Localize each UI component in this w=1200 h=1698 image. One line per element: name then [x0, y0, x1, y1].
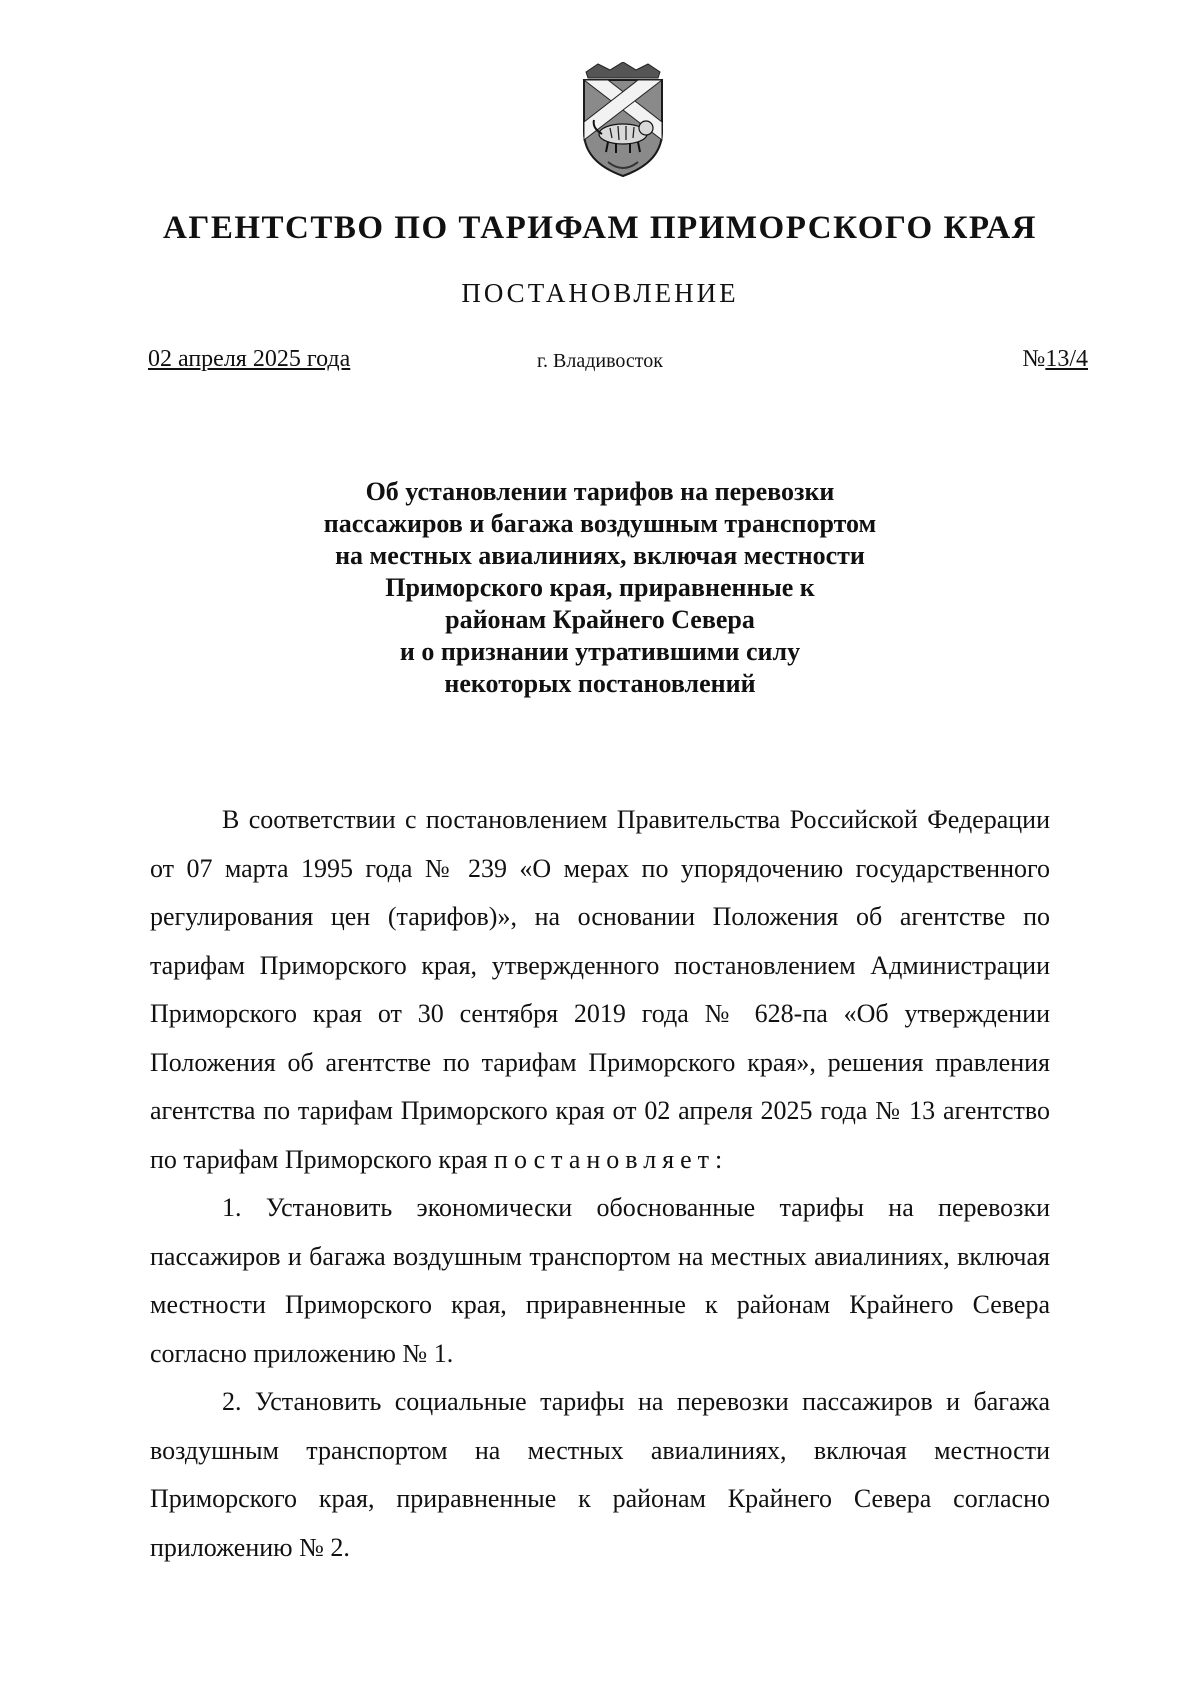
- heading-line: Приморского края, приравненные к: [385, 573, 815, 602]
- preamble-paragraph: [150, 796, 1050, 1184]
- heading-line: на местных авиалиниях, включая местности: [335, 541, 865, 570]
- document-number-value: 13/4: [1045, 346, 1088, 372]
- coat-of-arms-icon: [578, 62, 668, 180]
- heading-line: районам Крайнего Севера: [445, 605, 755, 634]
- heading-line: и о признании утратившими силу: [399, 637, 801, 666]
- heading-line: пассажиров и багажа воздушным транспортом: [323, 509, 877, 538]
- preamble-text: В соответствии с постановлением Правительства Российской Федерации от 07 марта 1995 года № 239 «О мерах по упорядочению государственного регулирования цен (тарифов)», на основании Положения об агентстве по тарифам Приморского края, утвержденного постановлением Администрации Приморского края от 30 сентября 2019 года № 628-па «Об утверждении Положения об агентстве по тарифам Приморского края», решения правления агентства по тарифам Приморского края от 02 апреля 2025 года № 13 агентство по тарифам Приморского края: [150, 805, 1050, 1174]
- item-1-paragraph: 1. Установить экономически обоснованные тарифы на перевозки пассажиров и багажа воздушным транспортом на местных авиалиниях, включая местности Приморского края, приравненные к районам Крайнего Севера согласно приложению № 1.: [150, 1193, 1050, 1368]
- agency-title: АГЕНТСТВО ПО ТАРИФАМ ПРИМОРСКОГО КРАЯ: [163, 210, 1037, 246]
- heading-line: Об установлении тарифов на перевозки: [365, 477, 835, 506]
- document-type: ПОСТАНОВЛЕНИЕ: [461, 278, 739, 308]
- item-2-paragraph: 2. Установить социальные тарифы на перевозки пассажиров и багажа воздушным транспортом на местных авиалиниях, включая местности Приморского края, приравненные к районам Крайнего Севера согласно приложению № 2.: [150, 1387, 1050, 1562]
- resolves-word: постановляет:: [494, 1144, 729, 1174]
- document-number-prefix: №: [1022, 346, 1046, 372]
- document-heading: [0, 476, 1200, 700]
- document-city: г. Владивосток: [537, 350, 663, 372]
- document-date: 02 апреля 2025 года: [148, 346, 351, 372]
- heading-line: некоторых постановлений: [444, 669, 756, 698]
- document-number: [1022, 346, 1088, 373]
- document-body: [150, 796, 1050, 1572]
